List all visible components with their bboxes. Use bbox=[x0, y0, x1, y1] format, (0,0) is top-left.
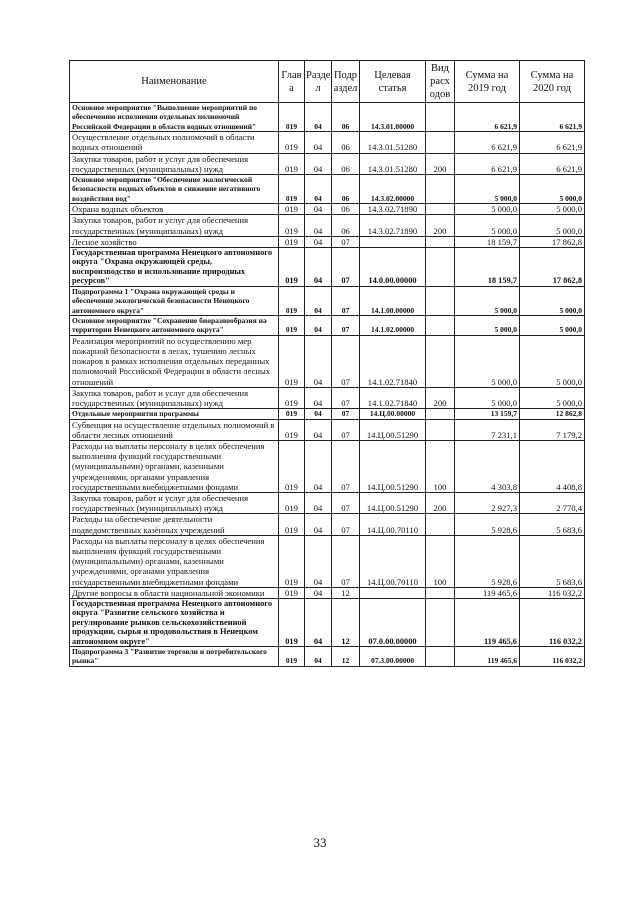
row-sum-2019-cell: 5 000,0 bbox=[455, 286, 520, 315]
row-name-cell: Основное мероприятие "Сохранение биоразнообразия на территории Ненецкого автономного округа" bbox=[70, 315, 279, 335]
row-name-cell: Закупка товаров, работ и услуг для обеспечения государственных (муниципальных) нужд bbox=[70, 215, 279, 236]
row-podrazdel-cell: 06 bbox=[332, 132, 360, 153]
row-glava-cell: 019 bbox=[279, 492, 305, 513]
row-sum-2019-cell: 4 303,8 bbox=[455, 440, 520, 492]
row-name-cell: Расходы на обеспечение деятельности подведомственных казённых учреждений bbox=[70, 514, 279, 535]
table-row bbox=[70, 153, 585, 174]
row-razdel-cell: 04 bbox=[305, 103, 332, 132]
row-target-cell bbox=[360, 236, 426, 247]
row-glava-cell: 019 bbox=[279, 286, 305, 315]
table-row bbox=[70, 204, 585, 215]
row-razdel-cell: 04 bbox=[305, 514, 332, 535]
row-name-cell: Подпрограмма 1 "Охрана окружающей среды и обеспечение экологической безопасности Ненецкого автономного округа" bbox=[70, 286, 279, 315]
row-vid-cell: 200 bbox=[426, 215, 455, 236]
row-target-cell: 14.3.02.00000 bbox=[360, 175, 426, 204]
row-target-cell: 14.Ц.00.70110 bbox=[360, 535, 426, 587]
table-row bbox=[70, 587, 585, 598]
row-glava-cell: 019 bbox=[279, 248, 305, 287]
row-sum-2019-cell: 119 465,6 bbox=[455, 599, 520, 647]
row-sum-2019-cell: 5 000,0 bbox=[455, 215, 520, 236]
row-razdel-cell: 04 bbox=[305, 215, 332, 236]
row-sum-2020-cell: 116 032,2 bbox=[520, 587, 585, 598]
row-target-cell: 14.Ц.00.51290 bbox=[360, 419, 426, 440]
row-vid-cell: 100 bbox=[426, 535, 455, 587]
row-target-cell: 14.1.00.00000 bbox=[360, 286, 426, 315]
row-sum-2020-cell: 5 000,0 bbox=[520, 204, 585, 215]
row-podrazdel-cell: 06 bbox=[332, 103, 360, 132]
header-glava: Глав а bbox=[279, 61, 305, 103]
row-name-cell: Охрана водных объектов bbox=[70, 204, 279, 215]
row-razdel-cell: 04 bbox=[305, 286, 332, 315]
row-razdel-cell: 04 bbox=[305, 248, 332, 287]
row-podrazdel-cell: 12 bbox=[332, 647, 360, 667]
row-target-cell: 14.Ц.00.70110 bbox=[360, 514, 426, 535]
row-glava-cell: 019 bbox=[279, 599, 305, 647]
header-target: Целевая статья bbox=[360, 61, 426, 103]
row-vid-cell bbox=[426, 315, 455, 335]
row-target-cell: 14.3.02.71890 bbox=[360, 215, 426, 236]
row-glava-cell: 019 bbox=[279, 132, 305, 153]
row-target-cell: 14.3.01.00000 bbox=[360, 103, 426, 132]
row-sum-2020-cell: 17 862,8 bbox=[520, 236, 585, 247]
row-glava-cell: 019 bbox=[279, 175, 305, 204]
row-sum-2020-cell: 5 000,0 bbox=[520, 335, 585, 387]
table-row bbox=[70, 492, 585, 513]
table-row bbox=[70, 647, 585, 667]
row-razdel-cell: 04 bbox=[305, 492, 332, 513]
row-podrazdel-cell: 07 bbox=[332, 387, 360, 408]
row-name-cell: Другие вопросы в области национальной экономики bbox=[70, 587, 279, 598]
row-podrazdel-cell: 07 bbox=[332, 286, 360, 315]
row-name-cell: Подпрограмма 3 "Развитие торговли и потребительского рынка" bbox=[70, 647, 279, 667]
row-glava-cell: 019 bbox=[279, 440, 305, 492]
row-podrazdel-cell: 06 bbox=[332, 215, 360, 236]
table-row bbox=[70, 535, 585, 587]
row-sum-2019-cell: 6 621,9 bbox=[455, 153, 520, 174]
row-razdel-cell: 04 bbox=[305, 236, 332, 247]
row-glava-cell: 019 bbox=[279, 514, 305, 535]
row-sum-2020-cell: 6 621,9 bbox=[520, 132, 585, 153]
row-vid-cell bbox=[426, 248, 455, 287]
row-sum-2020-cell: 116 032,2 bbox=[520, 647, 585, 667]
row-podrazdel-cell: 07 bbox=[332, 409, 360, 419]
row-vid-cell bbox=[426, 286, 455, 315]
row-sum-2020-cell: 12 862,8 bbox=[520, 409, 585, 419]
row-vid-cell bbox=[426, 419, 455, 440]
row-name-cell: Расходы на выплаты персоналу в целях обеспечения выполнения функций государственными (муниципальными) органами, казенными учреждениями, органами управления государственными внебюджетными фондами bbox=[70, 535, 279, 587]
row-target-cell: 14.1.02.00000 bbox=[360, 315, 426, 335]
row-vid-cell: 200 bbox=[426, 387, 455, 408]
row-sum-2019-cell: 13 159,7 bbox=[455, 409, 520, 419]
table-body bbox=[70, 103, 585, 667]
row-vid-cell bbox=[426, 409, 455, 419]
row-target-cell: 14.Ц.00.51290 bbox=[360, 492, 426, 513]
table-row bbox=[70, 419, 585, 440]
row-podrazdel-cell: 12 bbox=[332, 599, 360, 647]
row-razdel-cell: 04 bbox=[305, 204, 332, 215]
row-sum-2019-cell: 5 000,0 bbox=[455, 315, 520, 335]
row-sum-2020-cell: 4 408,8 bbox=[520, 440, 585, 492]
row-target-cell bbox=[360, 587, 426, 598]
row-sum-2019-cell: 18 159,7 bbox=[455, 236, 520, 247]
row-sum-2020-cell: 5 683,6 bbox=[520, 514, 585, 535]
row-vid-cell bbox=[426, 103, 455, 132]
row-name-cell: Основное мероприятие "Обеспечение экологической безопасности водных объектов и снижение негативного воздействия вод" bbox=[70, 175, 279, 204]
row-podrazdel-cell: 12 bbox=[332, 587, 360, 598]
row-glava-cell: 019 bbox=[279, 535, 305, 587]
table-row bbox=[70, 286, 585, 315]
row-name-cell: Основное мероприятие "Выполнение мероприятий по обеспечению исполнения отдельных полномочий Российской Федерации в области водных отношений" bbox=[70, 103, 279, 132]
row-sum-2020-cell: 17 862,8 bbox=[520, 248, 585, 287]
table-row bbox=[70, 248, 585, 287]
row-razdel-cell: 04 bbox=[305, 419, 332, 440]
row-vid-cell: 200 bbox=[426, 492, 455, 513]
row-sum-2019-cell: 119 465,6 bbox=[455, 647, 520, 667]
row-target-cell: 07.3.00.00000 bbox=[360, 647, 426, 667]
row-vid-cell bbox=[426, 335, 455, 387]
row-name-cell: Реализация мероприятий по осуществлению мер пожарной безопасности в лесах, тушению лесных пожаров в рамках исполнения отдельных переданных полномочий Российской Федерации в области лесных отношений bbox=[70, 335, 279, 387]
table-row bbox=[70, 132, 585, 153]
row-target-cell: 14.Ц.00.00000 bbox=[360, 409, 426, 419]
row-vid-cell: 100 bbox=[426, 440, 455, 492]
row-glava-cell: 019 bbox=[279, 409, 305, 419]
row-vid-cell bbox=[426, 236, 455, 247]
row-razdel-cell: 04 bbox=[305, 175, 332, 204]
header-sum-2020: Сумма на 2020 год bbox=[520, 61, 585, 103]
row-razdel-cell: 04 bbox=[305, 409, 332, 419]
header-podrazdel: Подр аздел bbox=[332, 61, 360, 103]
row-sum-2019-cell: 119 465,6 bbox=[455, 587, 520, 598]
row-target-cell: 14.1.02.71840 bbox=[360, 335, 426, 387]
row-name-cell: Государственная программа Ненецкого автономного округа "Охрана окружающей среды, воспроизводство и использование природных ресурсов" bbox=[70, 248, 279, 287]
row-sum-2019-cell: 18 159,7 bbox=[455, 248, 520, 287]
row-glava-cell: 019 bbox=[279, 236, 305, 247]
table-row bbox=[70, 175, 585, 204]
row-podrazdel-cell: 07 bbox=[332, 335, 360, 387]
row-sum-2020-cell: 6 621,9 bbox=[520, 153, 585, 174]
row-podrazdel-cell: 07 bbox=[332, 535, 360, 587]
table-row bbox=[70, 599, 585, 647]
row-name-cell: Отдельные мероприятия программы bbox=[70, 409, 279, 419]
header-razdel: Разде л bbox=[305, 61, 332, 103]
row-name-cell: Закупка товаров, работ и услуг для обеспечения государственных (муниципальных) нужд bbox=[70, 492, 279, 513]
row-podrazdel-cell: 07 bbox=[332, 236, 360, 247]
header-sum-2019: Сумма на 2019 год bbox=[455, 61, 520, 103]
row-sum-2019-cell: 7 231,1 bbox=[455, 419, 520, 440]
row-sum-2019-cell: 6 621,9 bbox=[455, 132, 520, 153]
row-sum-2019-cell: 5 928,6 bbox=[455, 514, 520, 535]
row-target-cell: 14.3.01.51280 bbox=[360, 132, 426, 153]
row-razdel-cell: 04 bbox=[305, 132, 332, 153]
row-sum-2020-cell: 7 179,2 bbox=[520, 419, 585, 440]
row-sum-2019-cell: 5 000,0 bbox=[455, 335, 520, 387]
row-vid-cell: 200 bbox=[426, 153, 455, 174]
table-row bbox=[70, 236, 585, 247]
row-vid-cell bbox=[426, 175, 455, 204]
row-target-cell: 14.0.00.00000 bbox=[360, 248, 426, 287]
row-razdel-cell: 04 bbox=[305, 315, 332, 335]
row-vid-cell bbox=[426, 599, 455, 647]
row-sum-2019-cell: 6 621,9 bbox=[455, 103, 520, 132]
row-glava-cell: 019 bbox=[279, 215, 305, 236]
row-name-cell: Закупка товаров, работ и услуг для обеспечения государственных (муниципальных) нужд bbox=[70, 387, 279, 408]
row-sum-2019-cell: 5 000,0 bbox=[455, 204, 520, 215]
row-target-cell: 14.3.02.71890 bbox=[360, 204, 426, 215]
row-podrazdel-cell: 07 bbox=[332, 492, 360, 513]
row-sum-2020-cell: 5 000,0 bbox=[520, 315, 585, 335]
row-sum-2020-cell: 6 621,9 bbox=[520, 103, 585, 132]
row-glava-cell: 019 bbox=[279, 387, 305, 408]
row-razdel-cell: 04 bbox=[305, 153, 332, 174]
row-glava-cell: 019 bbox=[279, 315, 305, 335]
row-sum-2020-cell: 5 000,0 bbox=[520, 387, 585, 408]
row-sum-2020-cell: 5 000,0 bbox=[520, 215, 585, 236]
table-row bbox=[70, 514, 585, 535]
row-name-cell: Государственная программа Ненецкого автономного округа "Развитие сельского хозяйства и регулирование рынков сельскохозяйственной продукции, сырья и продовольствия в Ненецком автономном округе" bbox=[70, 599, 279, 647]
row-vid-cell bbox=[426, 132, 455, 153]
table-row bbox=[70, 103, 585, 132]
row-razdel-cell: 04 bbox=[305, 535, 332, 587]
row-razdel-cell: 04 bbox=[305, 387, 332, 408]
table-row bbox=[70, 335, 585, 387]
row-vid-cell bbox=[426, 514, 455, 535]
row-glava-cell: 019 bbox=[279, 587, 305, 598]
table-row bbox=[70, 440, 585, 492]
table-row bbox=[70, 215, 585, 236]
row-podrazdel-cell: 06 bbox=[332, 153, 360, 174]
row-razdel-cell: 04 bbox=[305, 335, 332, 387]
row-name-cell: Расходы на выплаты персоналу в целях обеспечения выполнения функций государственными (муниципальными) органами, казенными учреждениями, органами управления государственными внебюджетными фондами bbox=[70, 440, 279, 492]
row-podrazdel-cell: 06 bbox=[332, 204, 360, 215]
row-podrazdel-cell: 07 bbox=[332, 419, 360, 440]
row-sum-2020-cell: 116 032,2 bbox=[520, 599, 585, 647]
row-glava-cell: 019 bbox=[279, 204, 305, 215]
row-razdel-cell: 04 bbox=[305, 440, 332, 492]
page-number: 33 bbox=[313, 835, 327, 850]
table-row bbox=[70, 387, 585, 408]
row-sum-2019-cell: 5 000,0 bbox=[455, 387, 520, 408]
row-glava-cell: 019 bbox=[279, 647, 305, 667]
row-target-cell: 14.Ц.00.51290 bbox=[360, 440, 426, 492]
row-razdel-cell: 04 bbox=[305, 587, 332, 598]
row-glava-cell: 019 bbox=[279, 153, 305, 174]
row-glava-cell: 019 bbox=[279, 419, 305, 440]
row-glava-cell: 019 bbox=[279, 103, 305, 132]
row-podrazdel-cell: 07 bbox=[332, 440, 360, 492]
row-name-cell: Субвенция на осуществление отдельных полномочий в области лесных отношений bbox=[70, 419, 279, 440]
row-sum-2019-cell: 5 000,0 bbox=[455, 175, 520, 204]
row-sum-2020-cell: 5 000,0 bbox=[520, 286, 585, 315]
row-sum-2019-cell: 2 927,3 bbox=[455, 492, 520, 513]
row-podrazdel-cell: 07 bbox=[332, 514, 360, 535]
row-sum-2020-cell: 5 000,0 bbox=[520, 175, 585, 204]
row-sum-2020-cell: 2 770,4 bbox=[520, 492, 585, 513]
row-razdel-cell: 04 bbox=[305, 599, 332, 647]
row-sum-2020-cell: 5 683,6 bbox=[520, 535, 585, 587]
row-podrazdel-cell: 07 bbox=[332, 248, 360, 287]
row-vid-cell bbox=[426, 587, 455, 598]
row-vid-cell bbox=[426, 647, 455, 667]
table-row bbox=[70, 315, 585, 335]
row-name-cell: Лесное хозяйство bbox=[70, 236, 279, 247]
row-name-cell: Осуществление отдельных полномочий в области водных отношений bbox=[70, 132, 279, 153]
row-target-cell: 14.1.02.71840 bbox=[360, 387, 426, 408]
row-podrazdel-cell: 06 bbox=[332, 175, 360, 204]
header-vid: Вид расх одов bbox=[426, 61, 455, 103]
row-razdel-cell: 04 bbox=[305, 647, 332, 667]
row-target-cell: 14.3.01.51280 bbox=[360, 153, 426, 174]
table-row bbox=[70, 409, 585, 419]
row-glava-cell: 019 bbox=[279, 335, 305, 387]
budget-table bbox=[69, 60, 585, 667]
row-target-cell: 07.0.00.00000 bbox=[360, 599, 426, 647]
row-podrazdel-cell: 07 bbox=[332, 315, 360, 335]
header-name: Наименование bbox=[70, 61, 279, 103]
row-sum-2019-cell: 5 928,6 bbox=[455, 535, 520, 587]
row-vid-cell bbox=[426, 204, 455, 215]
table-header-row bbox=[70, 61, 585, 103]
row-name-cell: Закупка товаров, работ и услуг для обеспечения государственных (муниципальных) нужд bbox=[70, 153, 279, 174]
